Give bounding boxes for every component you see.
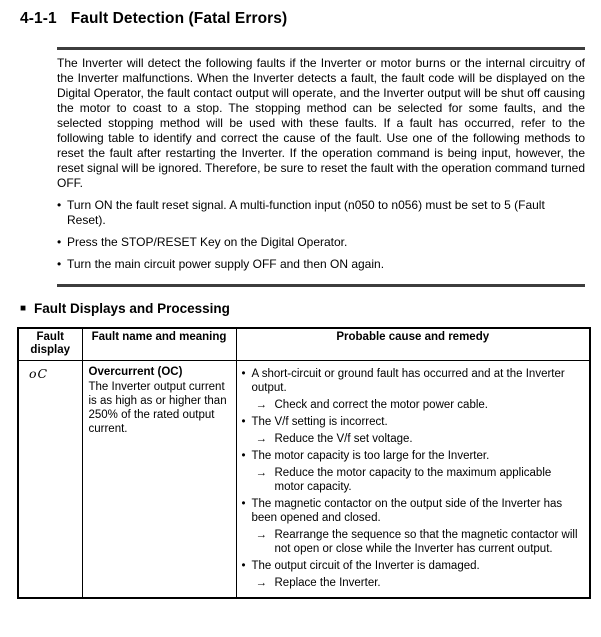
cause-text: A short-circuit or ground fault has occurred and at the Inverter output. xyxy=(251,368,565,394)
remedy-text: Rearrange the sequence so that the magnetic contactor will not open or close while the Inverter has current output. xyxy=(274,529,578,555)
list-item-text: Turn ON the fault reset signal. A multi-function input (n050 to n056) must be set to 5 (Fault Reset). xyxy=(67,198,545,227)
table-row xyxy=(18,361,590,599)
divider-top xyxy=(57,47,585,50)
cause-text: The V/f setting is incorrect. xyxy=(251,416,388,428)
cause-item xyxy=(242,559,584,573)
cause-text: The motor capacity is too large for the Inverter. xyxy=(251,450,490,462)
fault-meaning: The Inverter output current is as high as or higher than 250% of the rated output current. xyxy=(88,381,227,435)
bullet-icon: • xyxy=(241,416,246,428)
intro-paragraph: The Inverter will detect the following faults if the Inverter or motor burns or the internal circuitry of the Inverter malfunctions. When the Inverter detects a fault, the fault code will be displayed on the Digital Operator, the fault contact output will operate, and the Inverter output will be shut off causing the motor to coast to a stop. The stopping method can be selected for some faults, and the selected stopping method will be used with these faults. If a fault has occurred, refer to the following table to identify and correct the cause of the fault. Use one of the following methods to reset the fault after restarting the Inverter. If the operation command is being input, however, the reset signal will be ignored. Therefore, be sure to reset the fault with the operation command turned OFF. xyxy=(57,56,585,190)
fault-code: oC xyxy=(29,366,49,381)
col-header-cause-remedy: Probable cause and remedy xyxy=(236,328,590,361)
cause-text: The output circuit of the Inverter is damaged. xyxy=(251,560,480,572)
cause-remedy-cell xyxy=(236,361,590,599)
remedy-text: Reduce the V/f set voltage. xyxy=(274,433,413,445)
arrow-icon: → xyxy=(255,433,267,445)
cause-text: The magnetic contactor on the output side of the Inverter has been opened and closed. xyxy=(251,498,563,524)
fault-name: Overcurrent (OC) xyxy=(88,366,183,378)
remedy-item xyxy=(256,432,584,446)
cause-item xyxy=(242,415,584,429)
remedy-text: Replace the Inverter. xyxy=(274,577,381,589)
bullet-icon: • xyxy=(57,257,62,271)
fault-name-cell xyxy=(82,361,236,599)
divider-bottom xyxy=(57,284,585,287)
section-heading-label: Fault Displays and Processing xyxy=(34,301,230,316)
list-item xyxy=(57,198,585,228)
bullet-icon: • xyxy=(241,560,246,572)
list-item-text: Turn the main circuit power supply OFF and then ON again. xyxy=(67,257,385,271)
cause-item xyxy=(242,497,584,525)
section-title-text: Fault Detection (Fatal Errors) xyxy=(70,10,288,27)
bullet-icon: • xyxy=(241,368,246,380)
remedy-text: Check and correct the motor power cable. xyxy=(274,399,488,411)
bullet-icon: • xyxy=(57,198,62,212)
section-number: 4-1-1 xyxy=(20,10,57,27)
section-heading xyxy=(20,301,230,316)
cause-item xyxy=(242,367,584,395)
square-bullet-icon: ■ xyxy=(20,302,27,314)
remedy-item xyxy=(256,398,584,412)
bullet-icon: • xyxy=(57,235,62,249)
arrow-icon: → xyxy=(255,399,267,411)
arrow-icon: → xyxy=(255,577,267,589)
col-header-fault-display: Fault display xyxy=(18,328,82,361)
bullet-icon: • xyxy=(241,450,246,462)
remedy-item xyxy=(256,466,584,494)
intro-block xyxy=(57,47,585,287)
cause-item xyxy=(242,449,584,463)
fault-display-cell xyxy=(18,361,82,599)
col-header-fault-name: Fault name and meaning xyxy=(82,328,236,361)
arrow-icon: → xyxy=(255,467,267,479)
list-item-text: Press the STOP/RESET Key on the Digital Operator. xyxy=(67,235,348,249)
list-item xyxy=(57,235,585,250)
list-item xyxy=(57,257,585,272)
remedy-item xyxy=(256,528,584,556)
remedy-item xyxy=(256,576,584,590)
arrow-icon: → xyxy=(255,529,267,541)
remedy-text: Reduce the motor capacity to the maximum applicable motor capacity. xyxy=(274,467,552,493)
table-header-row xyxy=(18,328,590,361)
fault-table xyxy=(17,327,591,599)
page-title xyxy=(20,10,287,28)
reset-method-list xyxy=(57,198,585,272)
bullet-icon: • xyxy=(241,498,246,510)
